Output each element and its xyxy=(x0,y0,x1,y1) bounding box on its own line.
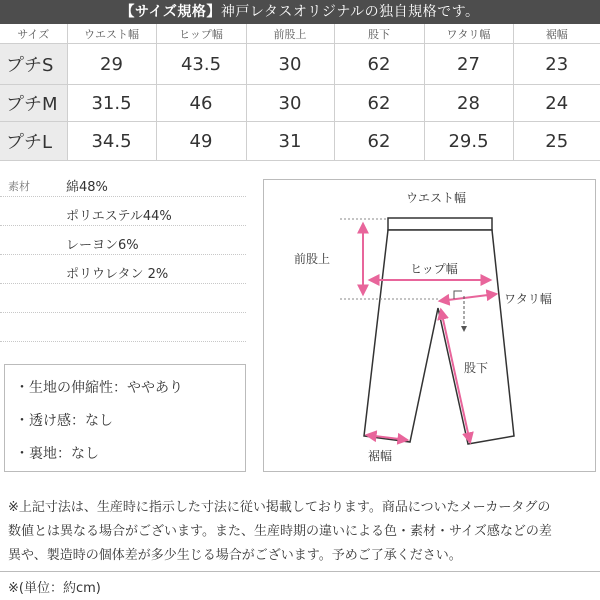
cell-hip: 43.5 xyxy=(156,44,246,85)
row-size-label: プチL xyxy=(0,122,67,161)
label-inseam: 股下 xyxy=(463,361,489,375)
divider xyxy=(0,571,600,572)
title-bold: 【サイズ規格】 xyxy=(120,4,221,20)
list-item-empty xyxy=(0,313,246,342)
header-waist: ウエスト幅 xyxy=(67,24,156,44)
cell-waist: 31.5 xyxy=(67,85,156,122)
disclaimer-notes xyxy=(8,496,596,568)
list-item xyxy=(0,255,246,284)
note-line: 数値とは異なる場合がございます。また、生産時期の違いによる色・素材・サイズ感などの差 xyxy=(8,524,552,539)
row-size-label: プチM xyxy=(0,85,67,122)
header-size: サイズ xyxy=(0,24,67,44)
material-value: ポリエステル44% xyxy=(66,209,172,224)
cell-rise: 30 xyxy=(246,85,334,122)
cell-thigh: 29.5 xyxy=(424,122,513,161)
waistband-shape xyxy=(388,218,492,230)
cell-hip: 46 xyxy=(156,85,246,122)
label-rise: 前股上 xyxy=(293,252,331,266)
list-item xyxy=(0,226,246,255)
cell-hem: 25 xyxy=(513,122,600,161)
table-row xyxy=(0,44,600,85)
label-hip: ヒップ幅 xyxy=(410,262,458,276)
label-thigh: ワタリ幅 xyxy=(504,292,552,306)
cell-rise: 30 xyxy=(246,44,334,85)
row-size-label: プチS xyxy=(0,44,67,85)
cell-hip: 49 xyxy=(156,122,246,161)
cell-rise: 31 xyxy=(246,122,334,161)
cell-waist: 29 xyxy=(67,44,156,85)
title-bar xyxy=(0,0,600,24)
feature-lining: ・裏地：なし xyxy=(15,446,99,462)
cell-thigh: 28 xyxy=(424,85,513,122)
material-value: ポリウレタン 2% xyxy=(66,267,169,282)
cell-thigh: 27 xyxy=(424,44,513,85)
size-table-header xyxy=(0,24,600,44)
header-hip: ヒップ幅 xyxy=(156,24,246,44)
material-value: レーヨン6% xyxy=(66,238,139,253)
pants-diagram xyxy=(263,179,596,472)
label-waist: ウエスト幅 xyxy=(405,191,467,205)
note-line: 異や、製造時の個体差が多少生じる場合がございます。予めご了承ください。 xyxy=(8,548,462,563)
material-label: 素材 xyxy=(8,180,30,193)
list-item xyxy=(0,197,246,226)
table-row xyxy=(0,122,600,161)
label-hem: 裾幅 xyxy=(367,449,393,463)
header-thigh: ワタリ幅 xyxy=(424,24,513,44)
feature-stretch: ・生地の伸縮性：ややあり xyxy=(15,380,183,396)
list-item-empty xyxy=(0,284,246,313)
list-item xyxy=(0,168,246,197)
size-table xyxy=(0,24,600,161)
cell-hem: 23 xyxy=(513,44,600,85)
features-box xyxy=(4,364,246,472)
pants-illustration xyxy=(264,180,595,471)
cell-inseam: 62 xyxy=(334,122,424,161)
cell-inseam: 62 xyxy=(334,44,424,85)
header-inseam: 股下 xyxy=(334,24,424,44)
cell-hem: 24 xyxy=(513,85,600,122)
cell-waist: 34.5 xyxy=(67,122,156,161)
feature-sheerness: ・透け感：なし xyxy=(15,413,113,429)
cell-inseam: 62 xyxy=(334,85,424,122)
table-row xyxy=(0,85,600,122)
title-text: 神戸レタスオリジナルの独自規格です。 xyxy=(220,4,480,20)
note-line: ※上記寸法は、生産時に指示した寸法に従い掲載しております。商品についたメーカータグの xyxy=(8,500,551,515)
unit-note: ※(単位：約cm) xyxy=(8,581,101,596)
header-hem: 裾幅 xyxy=(513,24,600,44)
material-list xyxy=(0,168,246,342)
header-rise: 前股上 xyxy=(246,24,334,44)
material-value: 綿48% xyxy=(66,180,108,195)
